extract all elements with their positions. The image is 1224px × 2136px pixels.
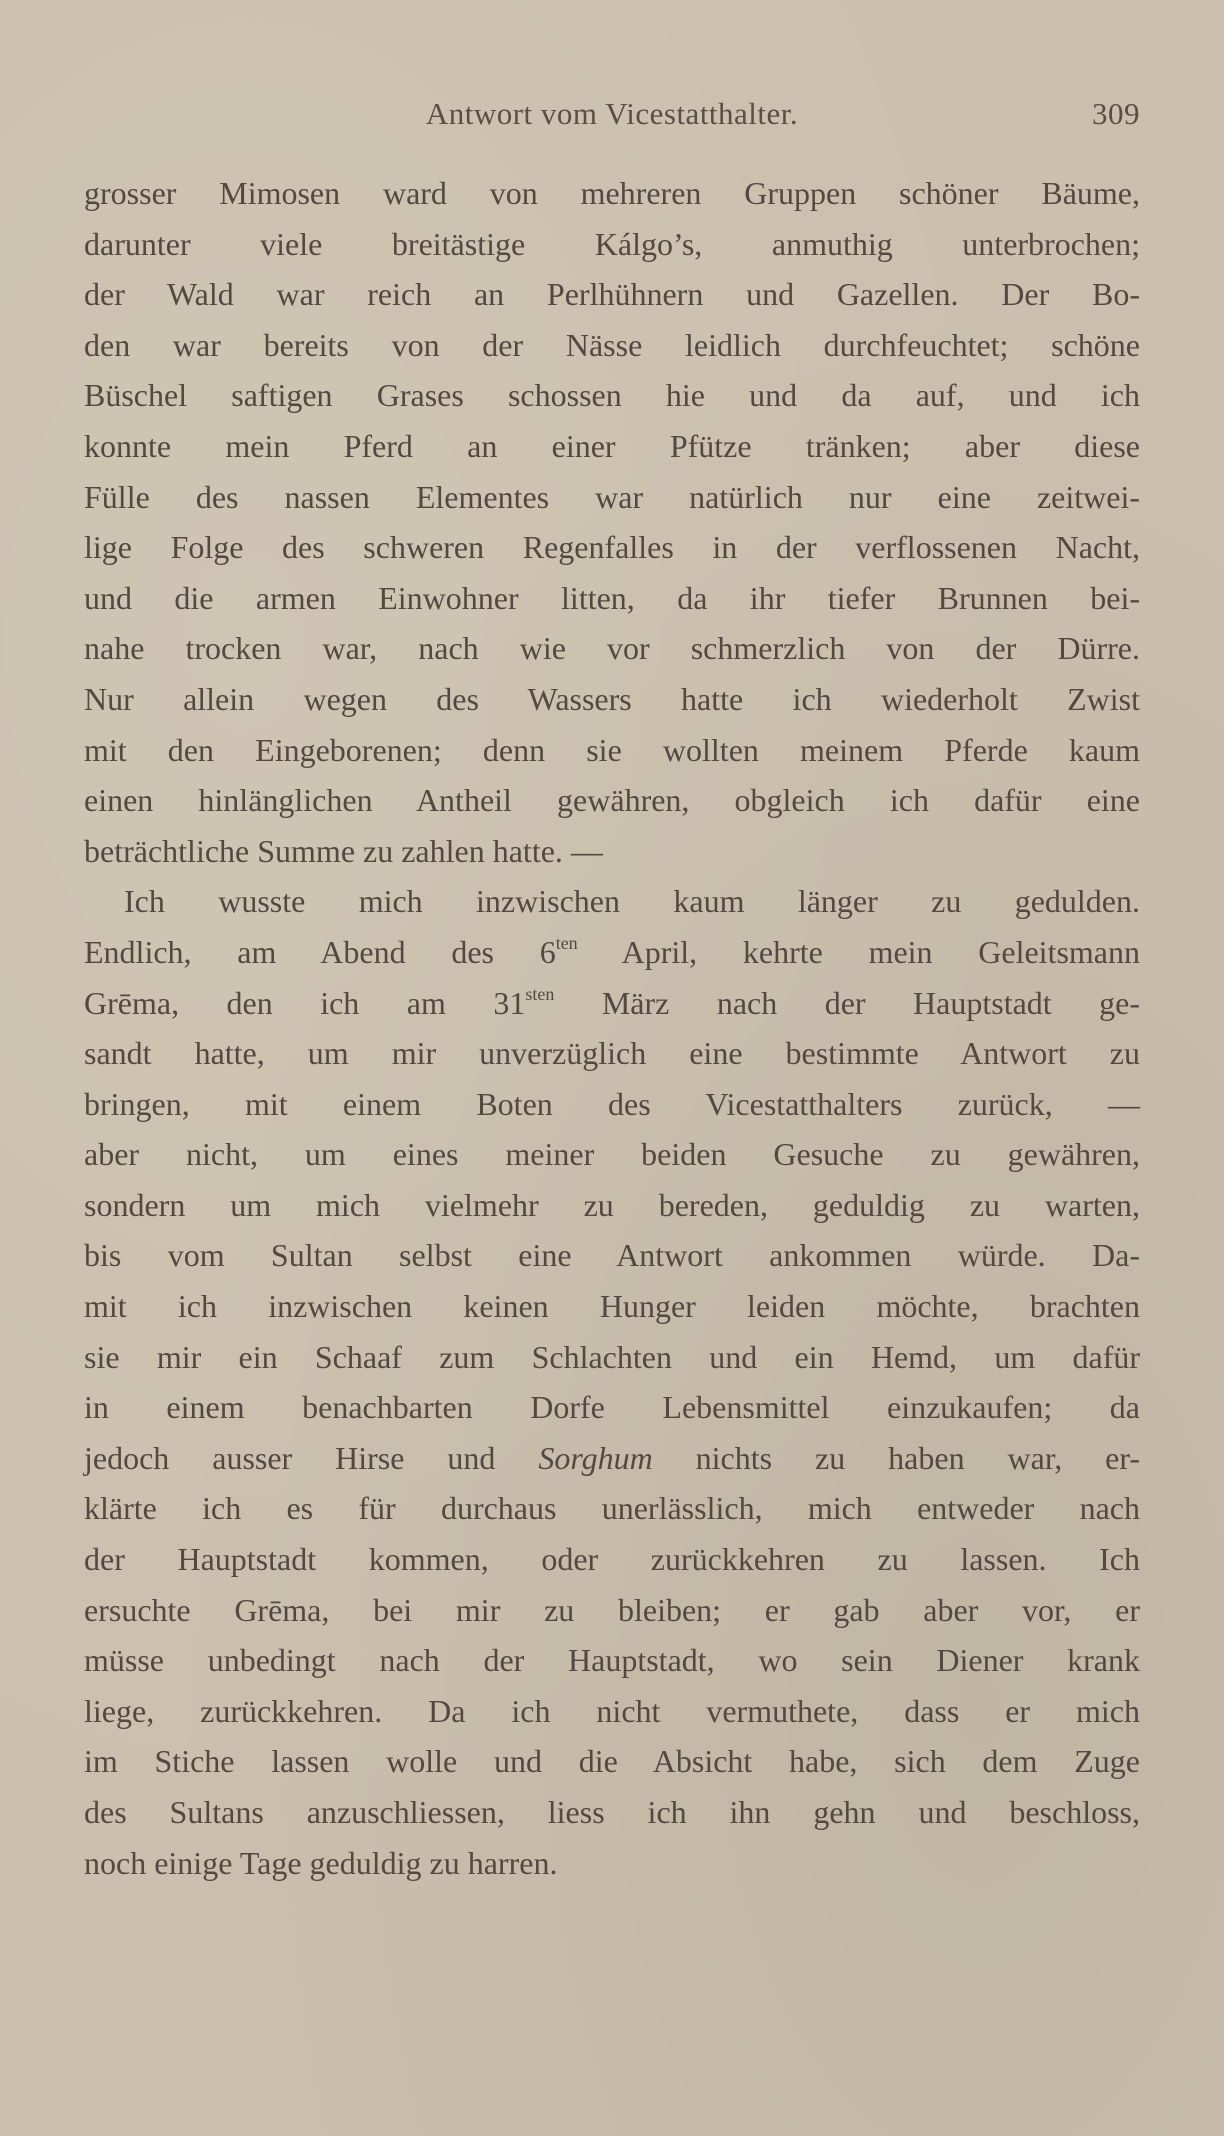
text-line: mit den Eingeborenen; denn sie wollten meinem Pferde kaum xyxy=(84,731,1140,768)
body-text xyxy=(84,168,1140,1888)
text-line: konnte mein Pferd an einer Pfütze tränken; aber diese xyxy=(84,427,1140,464)
text-line: der Hauptstadt kommen, oder zurückkehren zu lassen. Ich xyxy=(84,1541,1140,1578)
page-number: 309 xyxy=(1092,96,1140,131)
text-line: beträchtliche Summe zu zahlen hatte. — xyxy=(84,832,603,869)
text-line: bringen, mit einem Boten des Vicestatthalters zurück, — xyxy=(84,1085,1140,1122)
text-line: liege, zurückkehren. Da ich nicht vermuthete, dass er mich xyxy=(84,1692,1140,1729)
text-segment: Endlich, am Abend des 6 xyxy=(84,933,556,970)
text-line: einen hinlänglichen Antheil gewähren, obgleich ich dafür eine xyxy=(84,782,1140,819)
text-segment: nichts zu haben war, er- xyxy=(652,1439,1140,1476)
text-line: klärte ich es für durchaus unerlässlich, mich entweder nach xyxy=(84,1490,1140,1527)
text-line: der Wald war reich an Perlhühnern und Gazellen. Der Bo- xyxy=(84,276,1140,313)
text-line: müsse unbedingt nach der Hauptstadt, wo sein Diener krank xyxy=(84,1642,1140,1679)
text-line xyxy=(84,927,1140,978)
superscript-ordinal: ten xyxy=(555,932,578,953)
text-line: grosser Mimosen ward von mehreren Gruppen schöner Bäume, xyxy=(84,175,1140,211)
text-line xyxy=(84,876,1140,927)
running-title: Antwort vom Vicestatthalter. xyxy=(425,96,799,131)
text-line: mit ich inzwischen keinen Hunger leiden möchte, brachten xyxy=(84,1288,1140,1325)
text-line: sondern um mich vielmehr zu bereden, geduldig zu warten, xyxy=(84,1186,1140,1223)
text-line: lige Folge des schweren Regenfalles in der verflossenen Nacht, xyxy=(84,529,1140,566)
text-line: bis vom Sultan selbst eine Antwort ankommen würde. Da- xyxy=(84,1237,1140,1274)
italic-term: Sorghum xyxy=(538,1439,653,1476)
text-line: sandt hatte, um mir unverzüglich eine bestimmte Antwort zu xyxy=(84,1035,1140,1072)
text-line: aber nicht, um eines meiner beiden Gesuche zu gewähren, xyxy=(84,1136,1140,1173)
text-line: sie mir ein Schaaf zum Schlachten und ein Hemd, um dafür xyxy=(84,1338,1140,1375)
text-line xyxy=(84,978,1140,1029)
text-segment: April, kehrte mein Geleitsmann xyxy=(577,933,1140,970)
text-segment: März nach der Hauptstadt ge- xyxy=(554,984,1141,1021)
text-line: den war bereits von der Nässe leidlich durchfeuchtet; schöne xyxy=(84,326,1140,363)
text-segment: Grēma, den ich am 31 xyxy=(84,984,526,1021)
text-segment: Ich wusste mich inzwischen kaum länger zu gedulden. xyxy=(124,883,1140,920)
text-line: darunter viele breitästige Kálgo’s, anmuthig unterbrochen; xyxy=(84,225,1140,262)
text-segment: jedoch ausser Hirse und xyxy=(84,1439,539,1476)
text-line: ersuchte Grēma, bei mir zu bleiben; er gab aber vor, er xyxy=(84,1591,1140,1628)
superscript-ordinal: sten xyxy=(525,983,555,1004)
text-line: im Stiche lassen wolle und die Absicht habe, sich dem Zuge xyxy=(84,1743,1140,1780)
text-line: nahe trocken war, nach wie vor schmerzlich von der Dürre. xyxy=(84,630,1140,667)
paragraph-1 xyxy=(84,168,1140,876)
running-header xyxy=(84,96,1140,140)
text-line: Fülle des nassen Elementes war natürlich nur eine zeitwei- xyxy=(84,478,1140,515)
text-line: Büschel saftigen Grases schossen hie und da auf, und ich xyxy=(84,377,1140,414)
text-line: und die armen Einwohner litten, da ihr tiefer Brunnen bei- xyxy=(84,579,1140,616)
paragraph-2 xyxy=(84,876,1140,1888)
text-line: des Sultans anzuschliessen, liess ich ihn gehn und beschloss, xyxy=(84,1794,1140,1830)
text-line xyxy=(84,1433,1140,1484)
text-line: Nur allein wegen des Wassers hatte ich wiederholt Zwist xyxy=(84,680,1140,717)
text-line: noch einige Tage geduldig zu harren. xyxy=(84,1844,558,1881)
text-line: in einem benachbarten Dorfe Lebensmittel einzukaufen; da xyxy=(84,1389,1140,1426)
